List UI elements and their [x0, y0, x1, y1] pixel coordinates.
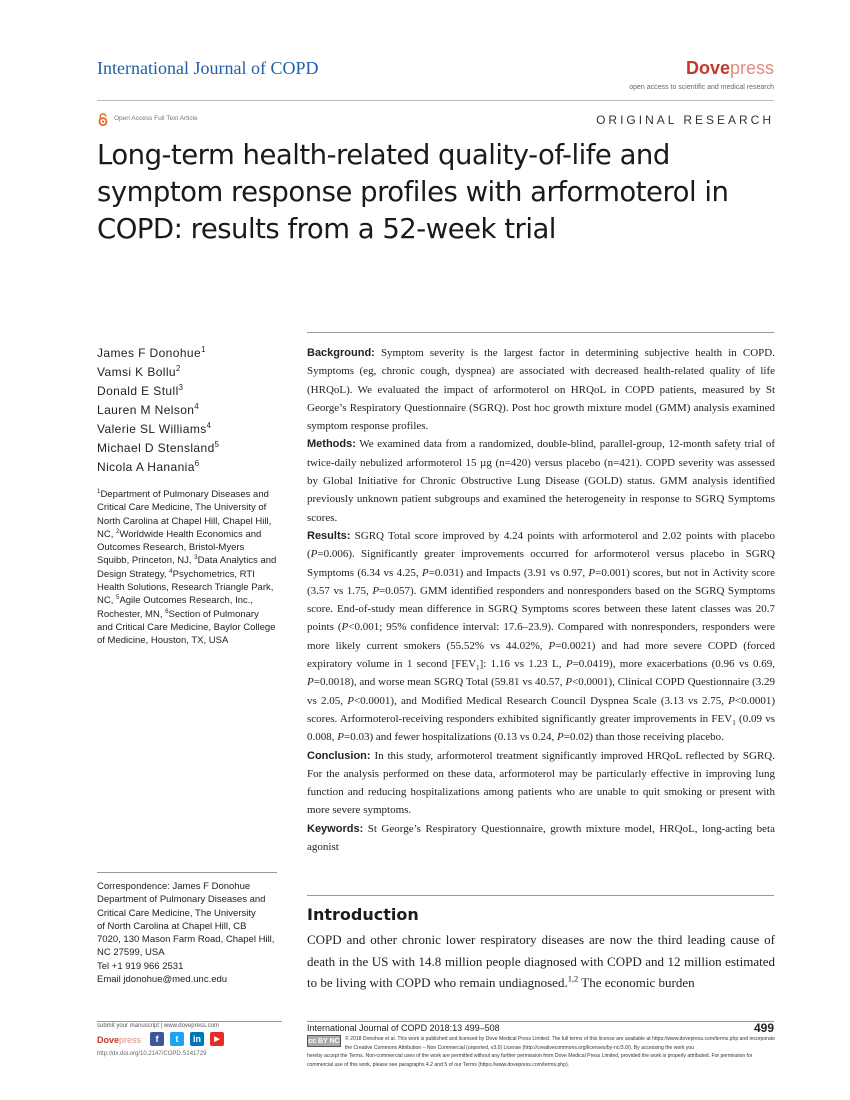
citation-link[interactable]: 1,2 — [567, 973, 579, 984]
correspondence-email[interactable]: Email jdonohue@med.unc.edu — [97, 974, 228, 986]
publisher-tagline: open access to scientific and medical research — [629, 84, 774, 91]
author: Lauren M Nelson$^4$ — [97, 402, 200, 417]
dove-logo-b: press — [729, 58, 774, 78]
youtube-icon[interactable]: ▶ — [210, 1032, 224, 1046]
license-text-continued: hereby accept the Terms. Non-commercial uses of the work are permitted without any further permission from Dove Medical Press Limited, provided the work is properly attributed. For permission for commercial use of this work, please see paragraphs 4.2 and 5 of our Terms (https://www.dovepress.com/terms.php). — [307, 1053, 753, 1068]
dove-logo-a: Dove — [685, 58, 730, 78]
footer-divider-left — [97, 1021, 282, 1022]
twitter-icon[interactable]: t — [170, 1032, 184, 1046]
author-list — [97, 344, 219, 477]
journal-name: International Journal of COPD — [97, 58, 319, 78]
footer-journal-reference: International Journal of COPD 2018:13 499–508 — [307, 1023, 500, 1033]
open-access-label: Open Access Full Text Article — [114, 115, 198, 122]
author: Nicola A Hanania$^6$ — [97, 459, 200, 474]
author: Valerie SL Williams$^4$ — [97, 421, 212, 436]
introduction-text: COPD and other chronic lower respiratory diseases are now the third leading cause of death in the US with 14.8 million people diagnosed with COPD and 12 million estimated to be living with COPD who remain undiagnosed.$^{1,2}$ The economic burden — [307, 932, 775, 990]
abstract-bottom-divider — [307, 895, 774, 896]
abstract-conclusion: Conclusion: In this study, arformoterol treatment significantly improved HRQoL reflected by SGRQ. For the analysis performed on these data, arformoterol may be particularly effective in improving lung function and reducing hospitalizations among patients who are unable to quit smoking or present with more severe symptoms. — [307, 749, 775, 817]
social-links — [150, 1032, 224, 1046]
author: James F Donohue$^1$ — [97, 345, 206, 360]
license-text: © 2018 Donohue et al. This work is published and licensed by Dove Medical Press Limited. The full terms of this license are available at https://www.dovepress.com/terms.php and incorporate the Creative Commons Attribution – Non Commercial (unported, v3.0) License (http://creativecommons.org/licenses/by-nc/3.0/). By accessing the work you — [345, 1036, 775, 1051]
introduction-heading: Introduction — [307, 905, 419, 924]
doi-link[interactable]: http://dx.doi.org/10.2147/COPD.S141729 — [97, 1051, 207, 1057]
author: Michael D Stensland$^5$ — [97, 440, 220, 455]
abstract-methods: Methods: We examined data from a randomized, double-blind, parallel-group, 12-month safety trial of twice-daily nebulized arformoterol 15 µg (n=420) versus placebo (n=421). COPD severity was assessed by Global Initiative for Chronic Obstructive Lung Disease (GOLD) status. GMM analysis identified previously unknown patient subgroups and examined the heterogeneity in response to SGRQ Symptoms scores. — [307, 438, 775, 524]
abstract-top-divider — [307, 332, 774, 333]
article-title: Long-term health-related quality-of-life and symptom response profiles with arformoterol in COPD: results from a 52-week trial — [97, 139, 729, 245]
page-number: 499 — [753, 1021, 774, 1035]
facebook-icon[interactable]: f — [150, 1032, 164, 1046]
footer-dovepress-logo[interactable]: Dovepress — [97, 1035, 142, 1045]
creative-commons-badge[interactable]: cc BY NC — [307, 1035, 341, 1047]
abstract-background: Background: Symptom severity is the largest factor in determining subjective health in COPD. Symptoms (eg, chronic cough, dyspnea) are associated with decreased health-related quality of life (HRQoL). We evaluated the impact of arformoterol on HRQoL in COPD patients, measured by St George’s Respiratory Questionnaire (SGRQ). Post hoc growth mixture model (GMM) analysis examined symptom response profiles. — [307, 347, 775, 433]
affiliations: $^1$Department of Pulmonary Diseases and Critical Care Medicine, The University of North Carolina at Chapel Hill, Chapel Hill, NC, $^2$Worldwide Health Economics and Outcomes Research, Bristol-Myers Squibb, Princeton, NJ, $^3$Data Analytics and Design Strategy, $^4$Psychometrics, RTI Health Solutions, Research Triangle Park, NC, $^5$Agile Outcomes Research, Inc., Rochester, MN, $^6$Section of Pulmonary and Critical Care Medicine, Baylor College of Medicine, Houston, TX, USA — [97, 487, 277, 647]
footer-divider-right — [307, 1021, 774, 1022]
correspondence-divider — [97, 872, 277, 873]
header-divider — [97, 100, 774, 101]
abstract-results: Results: SGRQ Total score improved by 4.24 points with arformoterol and 2.02 points with placebo (P=0.006). Significantly greater improvements occurred for arformoterol versus placebo in SGRQ Symptoms (6.34 vs 4.25, P=0.031) and Impacts (3.91 vs 0.97, P=0.001) scores, but not in Activity score (3.57 vs 1.75, P=0.057). GMM identified responders and nonresponders based on the SGRQ Symptoms score. End-of-study mean difference in SGRQ Symptoms scores between these latent classes was 20.7 points (P<0.001; 95% confidence interval: 17.6–23.9). Compared with nonresponders, responders were more likely current smokers (55.52% vs 44.02%, P=0.0021) and had more severe COPD (forced expiratory volume in 1 second $[FEV_1]$: 1.16 vs 1.23 L, P=0.0419), more exacerbations (0.96 vs 0.69, P=0.0018), and worse mean SGRQ Total (59.81 vs 40.57, P<0.0001), Clinical COPD Questionnaire (3.29 vs 2.05, P<0.0001), and Modified Medical Research Council Dyspnea Scale (3.13 vs 2.75, P<0.0001) scores. Arformoterol-receiving responders exhibited significantly greater improvements in $FEV_1$ (0.09 vs 0.008, P=0.03) and fewer hospitalizations (0.13 vs 0.24, P=0.02) than those receiving placebo. — [307, 529, 776, 744]
correspondence: Correspondence: James F Donohue Department of Pulmonary Diseases and Critical Care Medicine, The University of North Carolina at Chapel Hill, CB 7020, 130 Mason Farm Road, Chapel Hill, NC 27599, USA Tel +1 919 966 2531 Email jdonohue@med.unc.edu — [97, 880, 282, 986]
open-access-icon — [97, 113, 109, 126]
abstract — [307, 344, 775, 856]
dovepress-logo[interactable] — [686, 58, 774, 79]
article-type: ORIGINAL RESEARCH — [596, 113, 774, 127]
submit-manuscript-link[interactable]: submit your manuscript | www.dovepress.com — [97, 1023, 219, 1029]
linkedin-icon[interactable]: in — [190, 1032, 204, 1046]
author: Donald E Stull$^3$ — [97, 383, 184, 398]
abstract-keywords: Keywords: St George’s Respiratory Questionnaire, growth mixture model, HRQoL, long-acting beta agonist — [307, 822, 775, 854]
author: Vamsi K Bollu$^2$ — [97, 364, 181, 379]
